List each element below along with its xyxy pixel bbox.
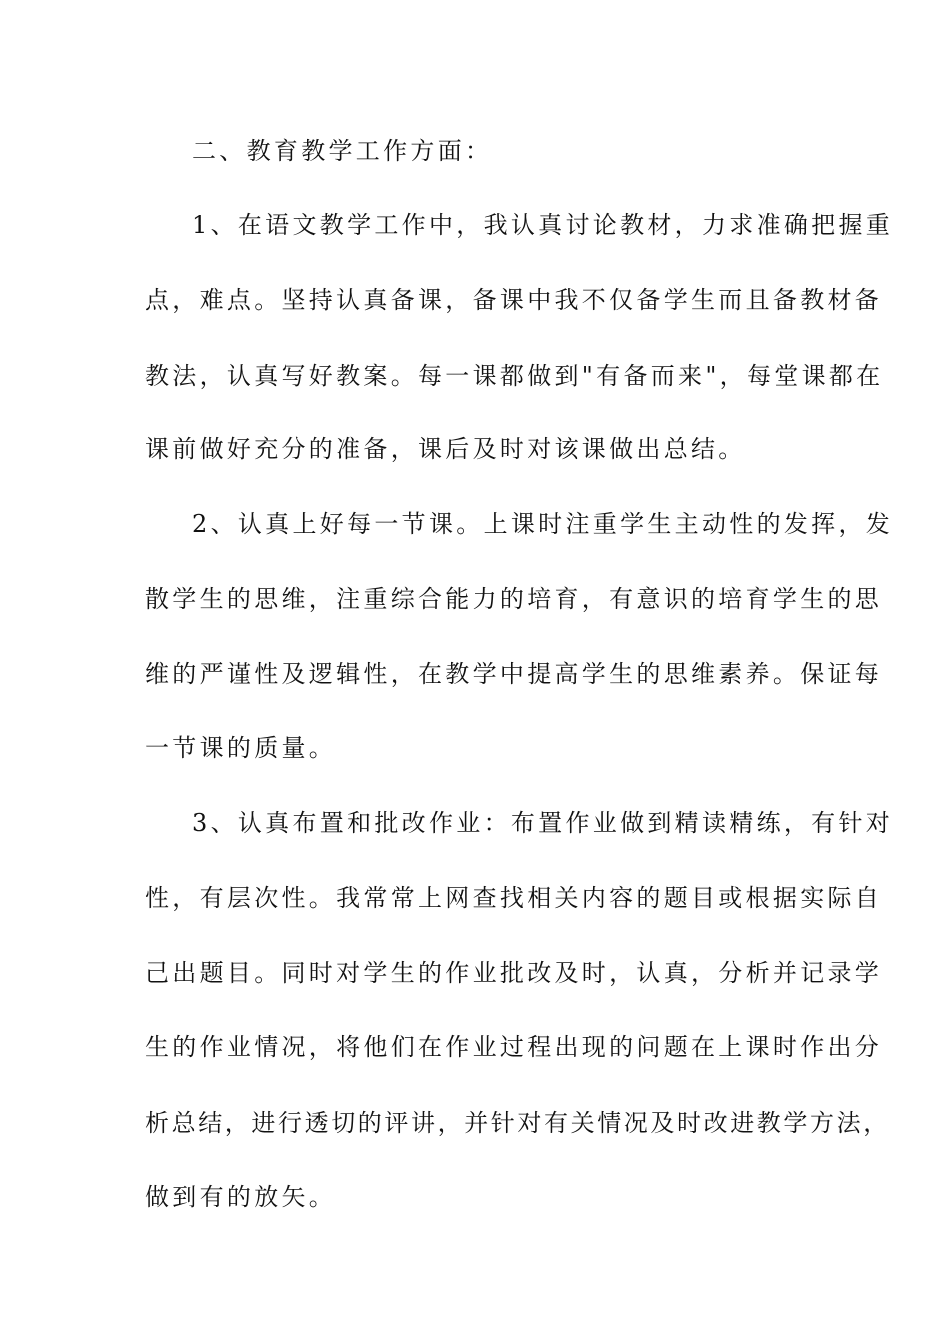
paragraph-line: 析总结，进行透切的评讲，并针对有关情况及时改进教学方法， bbox=[145, 1109, 890, 1137]
paragraph-line: 己出题目。同时对学生的作业批改及时，认真，分析并记录学 bbox=[145, 959, 883, 987]
paragraph-line: 教法，认真写好教案。每一课都做到"有备而来"，每堂课都在 bbox=[145, 362, 884, 390]
paragraph-line: 2、认真上好每一节课。上课时注重学生主动性的发挥，发 bbox=[192, 510, 894, 538]
paragraph-line: 课前做好充分的准备，课后及时对该课做出总结。 bbox=[145, 435, 746, 463]
paragraph-line: 做到有的放矢。 bbox=[145, 1183, 337, 1211]
paragraph-line: 散学生的思维，注重综合能力的培育，有意识的培育学生的思 bbox=[145, 585, 883, 613]
paragraph-line: 性，有层次性。我常常上网查找相关内容的题目或根据实际自 bbox=[145, 884, 883, 912]
paragraph-line: 生的作业情况，将他们在作业过程出现的问题在上课时作出分 bbox=[145, 1033, 883, 1061]
section-heading: 二、教育教学工作方面： bbox=[192, 137, 493, 165]
paragraph-line: 一节课的质量。 bbox=[145, 734, 337, 762]
paragraph-line: 点，难点。坚持认真备课，备课中我不仅备学生而且备教材备 bbox=[145, 286, 883, 314]
paragraph-line: 1、在语文教学工作中，我认真讨论教材，力求准确把握重 bbox=[192, 211, 894, 239]
paragraph-line: 维的严谨性及逻辑性，在教学中提高学生的思维素养。保证每 bbox=[145, 660, 883, 688]
paragraph-line: 3、认真布置和批改作业：布置作业做到精读精练，有针对 bbox=[192, 809, 894, 837]
